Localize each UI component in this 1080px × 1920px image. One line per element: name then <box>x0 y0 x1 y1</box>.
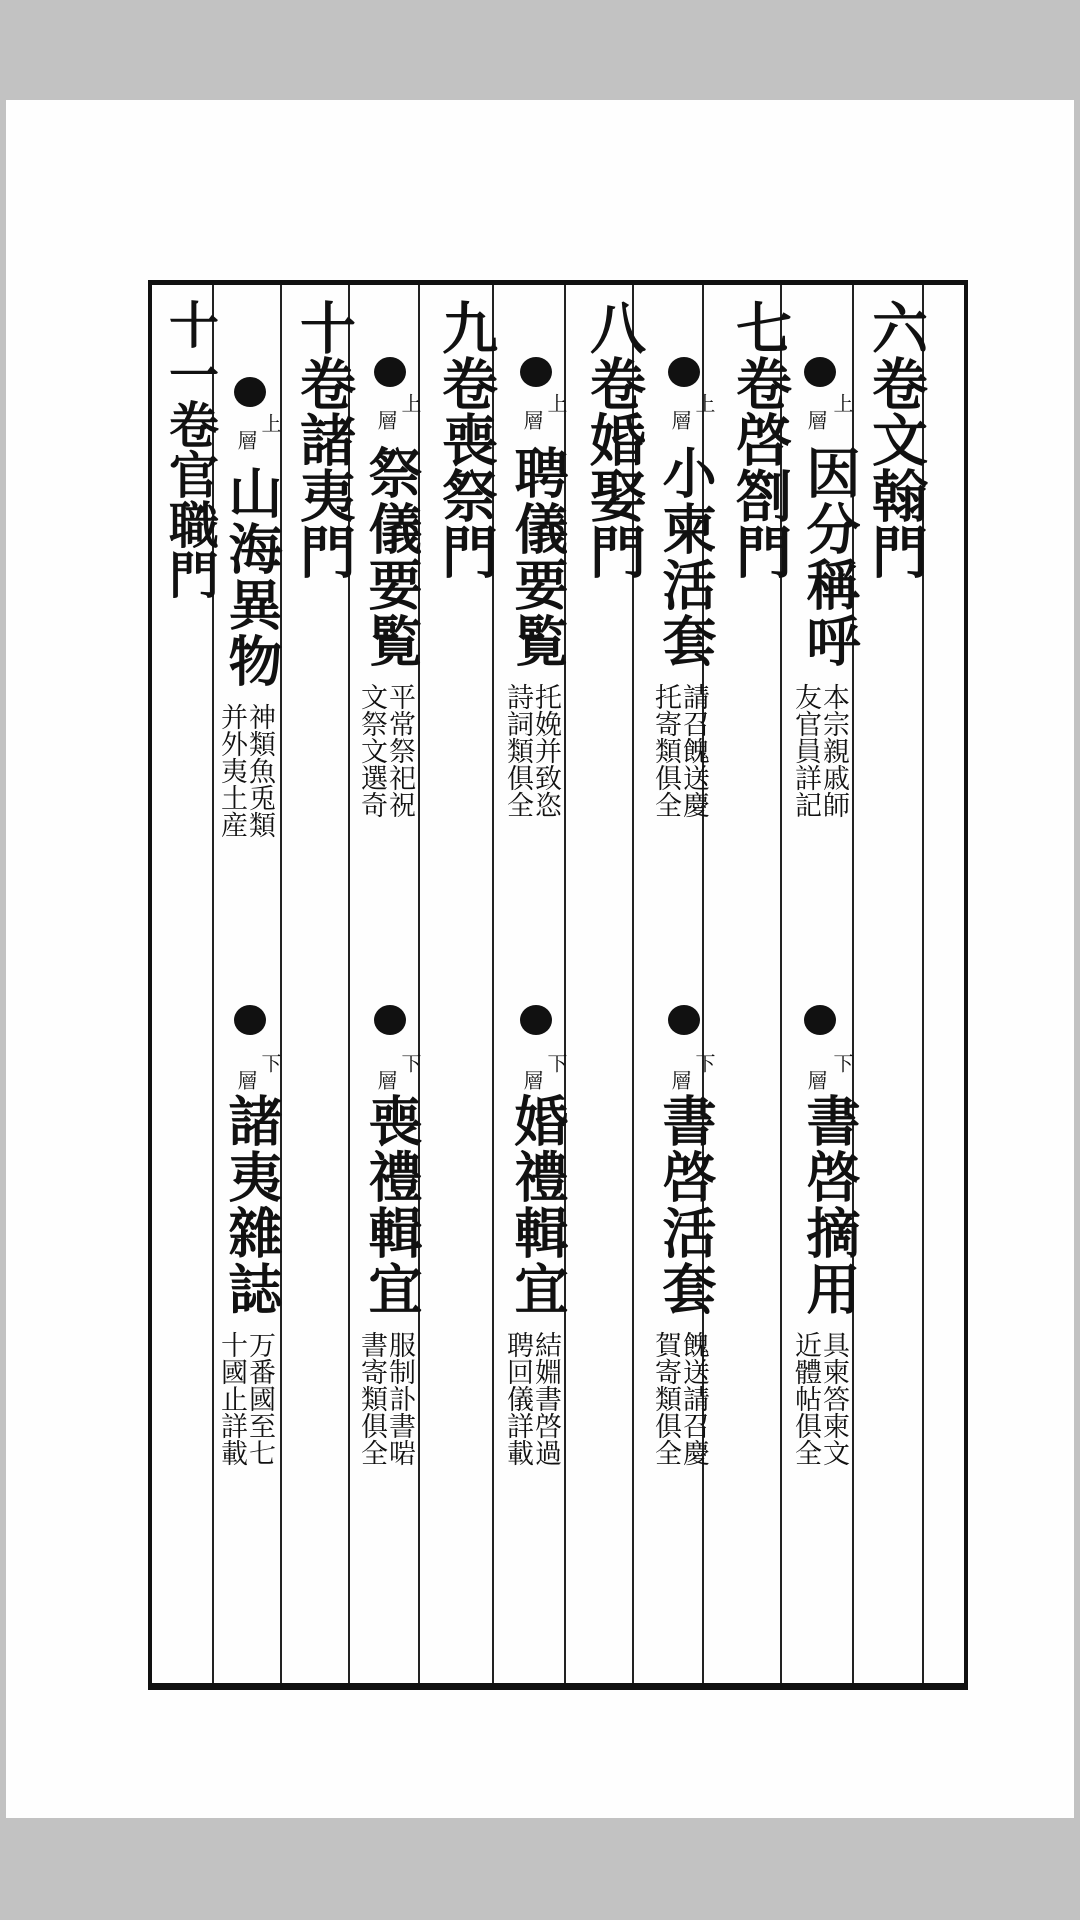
layer-marker: 層 <box>804 410 828 430</box>
entry-title: 諸夷雜誌 <box>220 1093 284 1317</box>
entry-note: 万番國至七 <box>244 1331 275 1466</box>
entry-note: 請召餽送慶 <box>678 683 709 818</box>
entry-title: 山海異物 <box>220 465 284 689</box>
lower-part-label: 下 <box>258 1053 282 1073</box>
entry-note: 近體帖俱全 <box>790 1331 821 1466</box>
upper-part-label: 上 <box>544 393 568 413</box>
entry-note: 神類魚兎類 <box>244 703 275 838</box>
upper-part-label: 上 <box>398 393 422 413</box>
layer-marker: 層 <box>374 1070 398 1090</box>
entry-title: 因分稱呼 <box>798 445 862 669</box>
layer-marker: 層 <box>374 410 398 430</box>
lower-part-label: 下 <box>830 1053 854 1073</box>
lower-part-label: 下 <box>692 1053 716 1073</box>
entry-note: 書寄類俱全 <box>356 1331 387 1466</box>
bullet-dot <box>234 1005 266 1035</box>
section-column <box>650 285 852 1683</box>
layer-marker: 層 <box>520 410 544 430</box>
lower-part-label: 下 <box>544 1053 568 1073</box>
entry-note: 并外夷土産 <box>216 703 247 838</box>
entry-note: 餽送請召慶 <box>678 1331 709 1466</box>
section-column <box>790 285 968 1683</box>
upper-part-label: 上 <box>258 413 282 433</box>
entry-note: 十國止詳載 <box>216 1331 247 1466</box>
entry-title: 祭儀要覧 <box>360 445 424 669</box>
entry-title: 書啓摘用 <box>798 1093 862 1317</box>
layer-marker: 層 <box>804 1070 828 1090</box>
section-column <box>356 285 561 1683</box>
entry-note: 聘回儀詳載 <box>502 1331 533 1466</box>
entry-note: 結婣書啓過 <box>530 1331 561 1466</box>
entry-note: 平常祭祀祝 <box>384 683 415 818</box>
entry-title: 書啓活套 <box>654 1093 718 1317</box>
section-column <box>502 285 704 1683</box>
layer-marker: 層 <box>520 1070 544 1090</box>
entry-note: 友官員詳記 <box>790 683 821 818</box>
entry-note: 托娩并致恣 <box>530 683 561 818</box>
section-heading: 十卷諸夷門 <box>291 299 357 579</box>
entry-note: 托寄類俱全 <box>650 683 681 818</box>
section-heading: 七卷啓劄門 <box>727 299 793 579</box>
book-page <box>6 100 1074 1818</box>
entry-note: 具柬答柬文 <box>818 1331 849 1466</box>
section-column <box>216 285 422 1683</box>
section-heading: 十一卷官職門 <box>161 299 220 599</box>
entry-note: 詩詞類俱全 <box>502 683 533 818</box>
entry-note: 文祭文選奇 <box>356 683 387 818</box>
entry-note: 賀寄類俱全 <box>650 1331 681 1466</box>
page-border-frame <box>148 280 968 1690</box>
layer-marker: 層 <box>668 410 692 430</box>
upper-part-label: 上 <box>830 393 854 413</box>
bullet-dot <box>234 377 266 407</box>
section-heading: 六卷文翰門 <box>863 299 929 579</box>
entry-title: 婚禮輯宜 <box>506 1093 570 1317</box>
layer-marker: 層 <box>668 1070 692 1090</box>
layer-marker: 層 <box>234 1070 258 1090</box>
section-heading: 八卷婚娶門 <box>581 299 647 579</box>
section-heading: 九卷喪祭門 <box>433 299 499 579</box>
upper-part-label: 上 <box>692 393 716 413</box>
entry-note: 本宗親戚師 <box>818 683 849 818</box>
entry-title: 聘儀要覧 <box>506 445 570 669</box>
section-column <box>152 285 220 1683</box>
entry-note: 服制訃書啱 <box>384 1331 415 1466</box>
entry-title: 小柬活套 <box>654 445 718 669</box>
lower-part-label: 下 <box>398 1053 422 1073</box>
entry-title: 喪禮輯宜 <box>360 1093 424 1317</box>
layer-marker: 層 <box>234 430 258 450</box>
